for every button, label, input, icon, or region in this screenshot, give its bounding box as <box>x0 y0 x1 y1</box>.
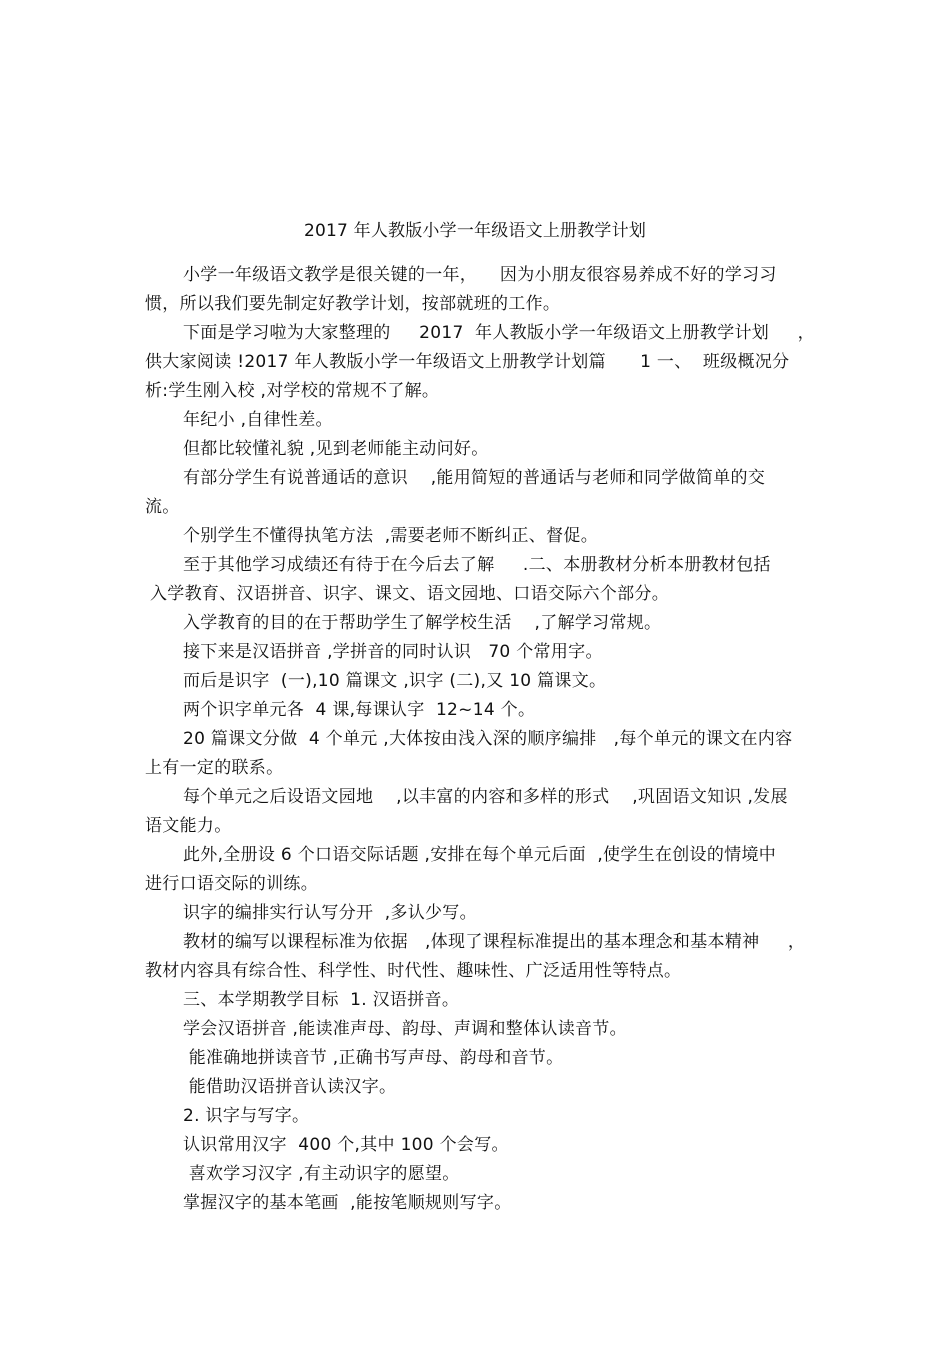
paragraph-line: 2. 识字与写字。 <box>183 1106 310 1126</box>
paragraph-line: 有部分学生有说普通话的意识 ,能用简短的普通话与老师和同学做简单的交 <box>183 468 766 488</box>
paragraph-line: 下面是学习啦为大家整理的 2017 年人教版小学一年级语文上册教学计划 ， <box>183 323 815 343</box>
paragraph-line: 年纪小 ,自律性差。 <box>183 410 333 430</box>
paragraph-line: 但都比较懂礼貌 ,见到老师能主动问好。 <box>183 439 489 459</box>
paragraph-line: 每个单元之后设语文园地 ,以丰富的内容和多样的形式 ,巩固语文知识 ,发展 <box>183 787 788 807</box>
paragraph-line: 学会汉语拼音 ,能读准声母、韵母、声调和整体认读音节。 <box>183 1019 627 1039</box>
paragraph-line: 个别学生不懂得执笔方法 ,需要老师不断纠正、督促。 <box>183 526 599 546</box>
paragraph-line: 教材内容具有综合性、科学性、时代性、趣味性、广泛适用性等特点。 <box>145 961 682 981</box>
paragraph-line: 掌握汉字的基本笔画 ,能按笔顺规则写字。 <box>183 1193 512 1213</box>
paragraph-line: 此外,全册设 6 个口语交际话题 ,安排在每个单元后面 ,使学生在创设的情境中 <box>183 845 777 865</box>
paragraph-line: 识字的编排实行认写分开 ,多认少写。 <box>183 903 477 923</box>
paragraph-line: 能借助汉语拼音认读汉字。 <box>183 1077 397 1097</box>
paragraph-line: 而后是识字 (一),10 篇课文 ,识字 (二),又 10 篇课文。 <box>183 671 607 691</box>
paragraph-line: 能准确地拼读音节 ,正确书写声母、韵母和音节。 <box>183 1048 564 1068</box>
paragraph-line: 认识常用汉字 400 个,其中 100 个会写。 <box>183 1135 509 1155</box>
paragraph-line: 上有一定的联系。 <box>145 758 284 778</box>
paragraph-line: 喜欢学习汉字 ,有主动识字的愿望。 <box>183 1164 460 1184</box>
document-title: 2017 年人教版小学一年级语文上册教学计划 <box>303 221 647 241</box>
paragraph-line: 入学教育、汉语拼音、识字、课文、语文园地、口语交际六个部分。 <box>150 584 669 604</box>
paragraph-line: 两个识字单元各 4 课,每课认字 12~14 个。 <box>183 700 536 720</box>
paragraph-line: 20 篇课文分做 4 个单元 ,大体按由浅入深的顺序编排 ,每个单元的课文在内容 <box>183 729 793 749</box>
paragraph-line: 小学一年级语文教学是很关键的一年， 因为小朋友很容易养成不好的学习习 <box>183 265 777 285</box>
paragraph-line: 语文能力。 <box>145 816 232 836</box>
paragraph-line: 接下来是汉语拼音 ,学拼音的同时认识 70 个常用字。 <box>183 642 603 662</box>
paragraph-line: 教材的编写以课程标准为依据 ,体现了课程标准提出的基本理念和基本精神 ， <box>183 932 806 952</box>
paragraph-line: 进行口语交际的训练。 <box>145 874 318 894</box>
paragraph-line: 流。 <box>145 497 180 517</box>
paragraph-line: 至于其他学习成绩还有待于在今后去了解 .二、本册教材分析本册教材包括 <box>183 555 771 575</box>
paragraph-line: 析:学生刚入校 ,对学校的常规不了解。 <box>145 381 440 401</box>
paragraph-line: 三、本学期教学目标 1. 汉语拼音。 <box>183 990 460 1010</box>
paragraph-line: 入学教育的目的在于帮助学生了解学校生活 ,了解学习常规。 <box>183 613 662 633</box>
paragraph-line: 惯，所以我们要先制定好教学计划，按部就班的工作。 <box>145 294 561 314</box>
paragraph-line: 供大家阅读 !2017 年人教版小学一年级语文上册教学计划篇 1 一、 班级概况分 <box>145 352 790 372</box>
